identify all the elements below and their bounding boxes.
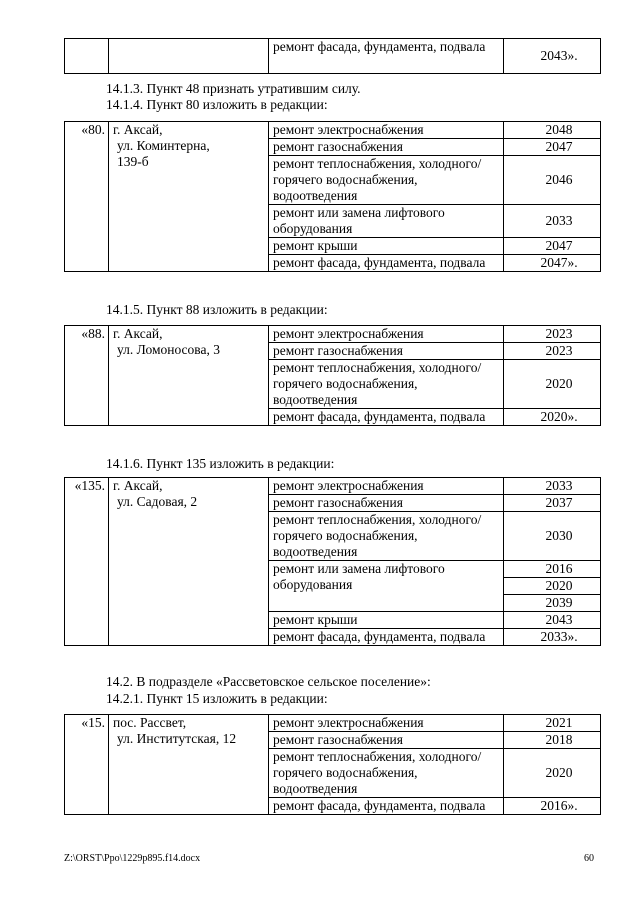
table-row: ремонт крыши 2043 bbox=[65, 612, 601, 629]
paragraph-14-2-1: 14.2.1. Пункт 15 изложить в редакции: bbox=[106, 691, 328, 706]
paragraph-14-1-6: 14.1.6. Пункт 135 изложить в редакции: bbox=[106, 456, 335, 471]
table-item-15 bbox=[64, 714, 601, 815]
paragraph-14-2: 14.2. В подразделе «Рассветовское сельское поселение»: bbox=[106, 674, 431, 689]
table-row: ремонт крыши 2047 bbox=[65, 238, 601, 255]
table-row: ремонт теплоснабжения, холодного/горячего водоснабжения, водоотведения 2020 bbox=[65, 749, 601, 798]
table-row: ремонт газоснабжения 2018 bbox=[65, 732, 601, 749]
table-row: ремонт теплоснабжения, холодного/горячего водоснабжения, водоотведения 2020 bbox=[65, 360, 601, 409]
table-row bbox=[65, 39, 601, 74]
address-cell: г. Аксай, ул. Садовая, 2 bbox=[109, 478, 269, 646]
table-item-80 bbox=[64, 121, 601, 272]
table-row: «88. г. Аксай, ул. Ломоносова, 3 ремонт электроснабжения 2023 bbox=[65, 326, 601, 343]
table-row: ремонт или замена лифтового оборудования 2016 bbox=[65, 561, 601, 578]
table-row: ремонт газоснабжения 2047 bbox=[65, 139, 601, 156]
table-row: ремонт газоснабжения 2023 bbox=[65, 343, 601, 360]
table-row: «135. г. Аксай, ул. Садовая, 2 ремонт электроснабжения 2033 bbox=[65, 478, 601, 495]
footer-file-path: Z:\ORST\Ppo\1229p895.f14.docx bbox=[64, 853, 201, 864]
item-number: «15. bbox=[65, 715, 109, 815]
table-row: 2020 bbox=[65, 578, 601, 595]
table-continuation bbox=[64, 38, 601, 74]
footer-page-number: 60 bbox=[584, 853, 594, 864]
work-cell: ремонт фасада, фундамента, подвала bbox=[269, 39, 504, 74]
table-row: ремонт газоснабжения 2037 bbox=[65, 495, 601, 512]
table-row: ремонт теплоснабжения, холодного/горячего водоснабжения, водоотведения 2046 bbox=[65, 156, 601, 205]
address-cell: г. Аксай, ул. Коминтерна, 139-б bbox=[109, 122, 269, 272]
item-number: «135. bbox=[65, 478, 109, 646]
paragraph-14-1-4: 14.1.4. Пункт 80 изложить в редакции: bbox=[106, 97, 328, 112]
table-row: ремонт или замена лифтового оборудования 2033 bbox=[65, 205, 601, 238]
item-number: «80. bbox=[65, 122, 109, 272]
year-cell: 2043». bbox=[504, 39, 601, 74]
address-cell: пос. Рассвет, ул. Институтская, 12 bbox=[109, 715, 269, 815]
table-row: ремонт фасада, фундамента, подвала 2016». bbox=[65, 798, 601, 815]
item-number: «88. bbox=[65, 326, 109, 426]
table-row: «80. г. Аксай, ул. Коминтерна, 139-б ремонт электроснабжения 2048 bbox=[65, 122, 601, 139]
table-item-88 bbox=[64, 325, 601, 426]
table-row: ремонт фасада, фундамента, подвала 2047». bbox=[65, 255, 601, 272]
table-row: ремонт фасада, фундамента, подвала 2033». bbox=[65, 629, 601, 646]
paragraph-14-1-5: 14.1.5. Пункт 88 изложить в редакции: bbox=[106, 302, 328, 317]
table-row: ремонт фасада, фундамента, подвала 2020». bbox=[65, 409, 601, 426]
table-row: 2039 bbox=[65, 595, 601, 612]
paragraph-14-1-3: 14.1.3. Пункт 48 признать утратившим силу. bbox=[106, 81, 361, 96]
table-item-135 bbox=[64, 477, 601, 646]
address-cell: г. Аксай, ул. Ломоносова, 3 bbox=[109, 326, 269, 426]
table-row: «15. пос. Рассвет, ул. Институтская, 12 ремонт электроснабжения 2021 bbox=[65, 715, 601, 732]
table-row: ремонт теплоснабжения, холодного/горячего водоснабжения, водоотведения 2030 bbox=[65, 512, 601, 561]
